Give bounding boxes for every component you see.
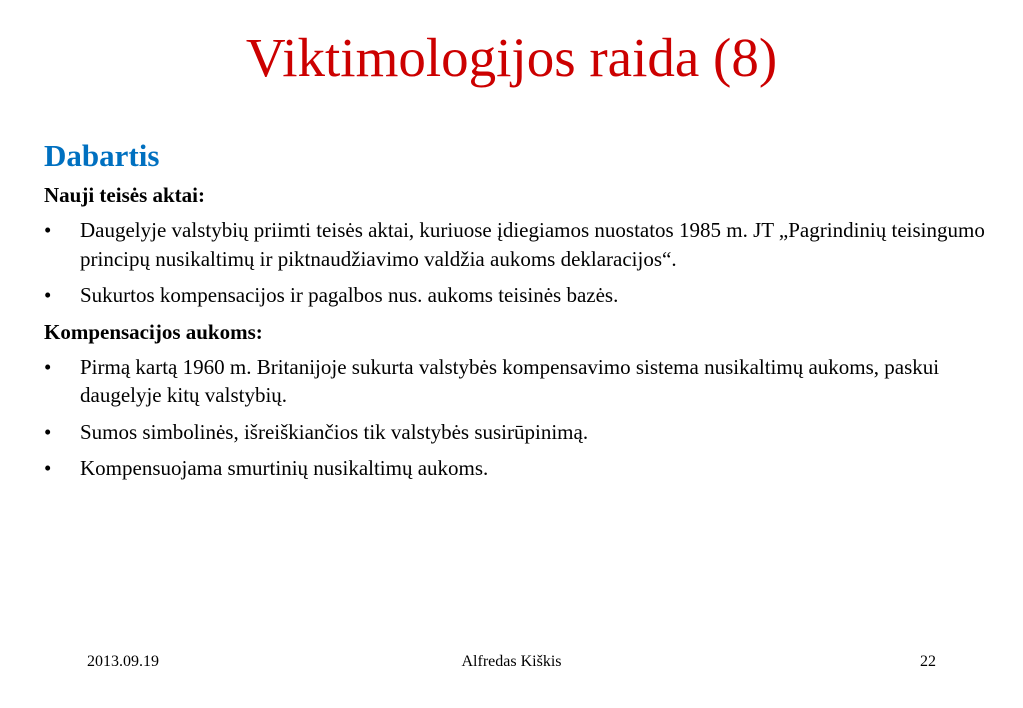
bullet-dot-icon: • [44,218,52,242]
bullet-item [44,216,994,273]
bullet-text: Sumos simbolinės, išreiškiančios tik valstybės susirūpinimą. [80,419,589,444]
slide-title: Viktimologijos raida (8) [245,27,778,88]
bullet-dot-icon: • [44,456,52,480]
bullet-dot-icon: • [44,354,52,379]
bullet-item [44,454,994,483]
slide-content [44,137,994,491]
bullet-item [44,353,994,410]
bullet-text: Sukurtos kompensacijos ir pagalbos nus. aukoms teisinės bazės. [80,283,619,307]
footer-author: Alfredas Kiškis [461,653,562,670]
bullet-item [44,418,994,447]
bullet-dot-icon: • [44,419,52,444]
bullet-item [44,281,994,310]
bullet-text: Daugelyje valstybių priimti teisės aktai, kuriuose įdiegiamos nuostatos 1985 m. JT „Pagrindinių teisingumo principų nusikaltimų ir piktnaudžiavimo valdžia aukoms deklaracijos“. [80,218,985,271]
section-heading-compensation: Kompensacijos aukoms: [44,319,263,344]
bullet-text: Kompensuojama smurtinių nusikaltimų aukoms. [80,456,489,480]
footer-date: 2013.09.19 [87,653,159,670]
bullet-list-compensation [44,353,994,483]
footer-page-number: 22 [920,653,936,670]
slide-subtitle: Dabartis [44,138,160,173]
bullet-text: Pirmą kartą 1960 m. Britanijoje sukurta valstybės kompensavimo sistema nusikaltimų aukoms, paskui daugelyje kitų valstybių. [80,354,940,407]
bullet-dot-icon: • [44,283,52,307]
bullet-list-new-legal-acts [44,216,994,310]
section-heading-new-legal-acts: Nauji teisės aktai: [44,183,205,207]
